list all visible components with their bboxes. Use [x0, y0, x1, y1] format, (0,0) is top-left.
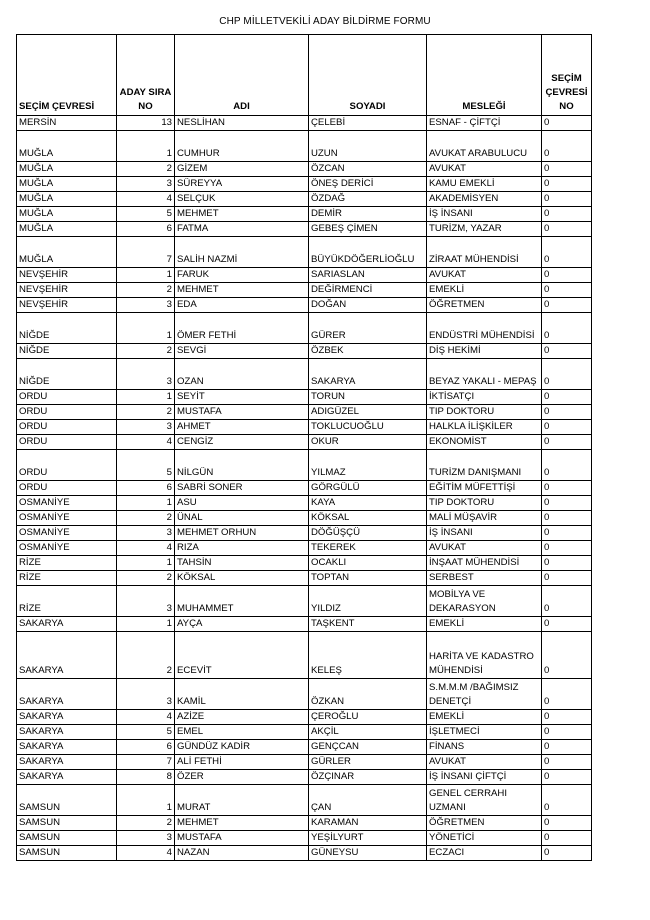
cell-adi: SABRİ SONER	[175, 481, 309, 496]
cell-aday-sira-no: 8	[117, 770, 175, 785]
cell-adi: SEYİT	[175, 390, 309, 405]
cell-aday-sira-no: 4	[117, 192, 175, 207]
cell-meslegi: ENDÜSTRİ MÜHENDİSİ	[427, 313, 542, 344]
cell-aday-sira-no: 3	[117, 586, 175, 617]
cell-secim-cevresi: SAKARYA	[17, 770, 117, 785]
cell-secim-cevresi: SAKARYA	[17, 740, 117, 755]
cell-aday-sira-no: 6	[117, 481, 175, 496]
table-row	[17, 541, 592, 556]
table-row	[17, 785, 592, 816]
cell-secim-cevresi-no: 0	[542, 207, 592, 222]
cell-secim-cevresi-no: 0	[542, 237, 592, 268]
cell-aday-sira-no: 1	[117, 496, 175, 511]
cell-secim-cevresi-no: 0	[542, 283, 592, 298]
cell-adi: SALİH NAZMİ	[175, 237, 309, 268]
table-row	[17, 831, 592, 846]
cell-soyadi: GÜNEYSU	[309, 846, 427, 861]
cell-adi: ÖMER FETHİ	[175, 313, 309, 344]
cell-adi: ASU	[175, 496, 309, 511]
cell-secim-cevresi-no: 0	[542, 162, 592, 177]
cell-adi: CENGİZ	[175, 435, 309, 450]
table-row	[17, 162, 592, 177]
cell-soyadi: KAYA	[309, 496, 427, 511]
cell-secim-cevresi: MUĞLA	[17, 207, 117, 222]
cell-aday-sira-no: 1	[117, 556, 175, 571]
table-row	[17, 556, 592, 571]
cell-meslegi: İKTİSATÇI	[427, 390, 542, 405]
table-row	[17, 846, 592, 861]
cell-aday-sira-no: 2	[117, 344, 175, 359]
table-row	[17, 390, 592, 405]
cell-aday-sira-no: 2	[117, 571, 175, 586]
cell-adi: ALİ FETHİ	[175, 755, 309, 770]
cell-adi: KÖKSAL	[175, 571, 309, 586]
cell-meslegi: EMEKLİ	[427, 283, 542, 298]
cell-soyadi: ÖZDAĞ	[309, 192, 427, 207]
cell-soyadi: UZUN	[309, 131, 427, 162]
cell-meslegi: TURİZM, YAZAR	[427, 222, 542, 237]
cell-adi: ÖZER	[175, 770, 309, 785]
header-row	[17, 35, 592, 116]
cell-aday-sira-no: 4	[117, 846, 175, 861]
cell-meslegi: EMEKLİ	[427, 617, 542, 632]
cell-secim-cevresi: ORDU	[17, 420, 117, 435]
cell-meslegi: AVUKAT	[427, 268, 542, 283]
cell-meslegi: AVUKAT ARABULUCU	[427, 131, 542, 162]
cell-soyadi: DÖĞÜŞÇÜ	[309, 526, 427, 541]
cell-adi: GÜNDÜZ KADİR	[175, 740, 309, 755]
cell-aday-sira-no: 7	[117, 755, 175, 770]
cell-secim-cevresi-no: 0	[542, 511, 592, 526]
cell-adi: NAZAN	[175, 846, 309, 861]
cell-aday-sira-no: 1	[117, 617, 175, 632]
cell-adi: EDA	[175, 298, 309, 313]
table-row	[17, 481, 592, 496]
cell-secim-cevresi-no: 0	[542, 831, 592, 846]
cell-aday-sira-no: 2	[117, 162, 175, 177]
cell-aday-sira-no: 1	[117, 785, 175, 816]
cell-secim-cevresi: SAMSUN	[17, 816, 117, 831]
cell-secim-cevresi-no: 0	[542, 785, 592, 816]
table-row	[17, 511, 592, 526]
cell-secim-cevresi: ORDU	[17, 390, 117, 405]
cell-adi: AHMET	[175, 420, 309, 435]
cell-secim-cevresi: SAMSUN	[17, 846, 117, 861]
cell-secim-cevresi: NEVŞEHİR	[17, 298, 117, 313]
cell-soyadi: ÖZBEK	[309, 344, 427, 359]
cell-secim-cevresi: NİĞDE	[17, 313, 117, 344]
cell-adi: MURAT	[175, 785, 309, 816]
cell-meslegi: ZİRAAT MÜHENDİSİ	[427, 237, 542, 268]
cell-secim-cevresi-no: 0	[542, 405, 592, 420]
cell-aday-sira-no: 3	[117, 177, 175, 192]
cell-secim-cevresi: NEVŞEHİR	[17, 268, 117, 283]
cell-aday-sira-no: 6	[117, 740, 175, 755]
cell-secim-cevresi-no: 0	[542, 586, 592, 617]
table-row	[17, 710, 592, 725]
cell-secim-cevresi-no: 0	[542, 177, 592, 192]
cell-secim-cevresi: OSMANİYE	[17, 526, 117, 541]
cell-aday-sira-no: 5	[117, 725, 175, 740]
cell-secim-cevresi-no: 0	[542, 131, 592, 162]
cell-secim-cevresi: SAKARYA	[17, 710, 117, 725]
cell-soyadi: ADIGÜZEL	[309, 405, 427, 420]
cell-soyadi: YILMAZ	[309, 450, 427, 481]
cell-aday-sira-no: 1	[117, 131, 175, 162]
cell-meslegi: AKADEMİSYEN	[427, 192, 542, 207]
header-meslegi: MESLEĞİ	[427, 35, 542, 116]
cell-meslegi: İŞ İNSANI	[427, 526, 542, 541]
table-row	[17, 359, 592, 390]
cell-soyadi: TOPTAN	[309, 571, 427, 586]
table-row	[17, 740, 592, 755]
cell-adi: SEVGİ	[175, 344, 309, 359]
table-row	[17, 632, 592, 679]
cell-meslegi: İŞLETMECİ	[427, 725, 542, 740]
cell-aday-sira-no: 4	[117, 710, 175, 725]
cell-secim-cevresi: RİZE	[17, 571, 117, 586]
cell-secim-cevresi-no: 0	[542, 526, 592, 541]
cell-adi: MEHMET ORHUN	[175, 526, 309, 541]
cell-adi: ÜNAL	[175, 511, 309, 526]
cell-secim-cevresi: MUĞLA	[17, 131, 117, 162]
cell-adi: EMEL	[175, 725, 309, 740]
cell-secim-cevresi: OSMANİYE	[17, 541, 117, 556]
cell-meslegi: ÖĞRETMEN	[427, 816, 542, 831]
cell-secim-cevresi-no: 0	[542, 679, 592, 710]
cell-secim-cevresi-no: 0	[542, 632, 592, 679]
cell-secim-cevresi-no: 0	[542, 450, 592, 481]
cell-soyadi: ÇELEBİ	[309, 116, 427, 131]
cell-secim-cevresi-no: 0	[542, 298, 592, 313]
cell-adi: OZAN	[175, 359, 309, 390]
cell-soyadi: SARIASLAN	[309, 268, 427, 283]
cell-secim-cevresi-no: 0	[542, 435, 592, 450]
cell-meslegi: S.M.M.M /BAĞIMSIZ DENETÇİ	[427, 679, 542, 710]
cell-aday-sira-no: 6	[117, 222, 175, 237]
cell-meslegi: TIP DOKTORU	[427, 405, 542, 420]
cell-secim-cevresi: MUĞLA	[17, 192, 117, 207]
cell-secim-cevresi: OSMANİYE	[17, 511, 117, 526]
cell-secim-cevresi-no: 0	[542, 755, 592, 770]
cell-secim-cevresi-no: 0	[542, 571, 592, 586]
cell-meslegi: İNŞAAT MÜHENDİSİ	[427, 556, 542, 571]
table-row	[17, 420, 592, 435]
cell-adi: ECEVİT	[175, 632, 309, 679]
candidate-table	[16, 34, 592, 861]
cell-secim-cevresi: ORDU	[17, 405, 117, 420]
cell-secim-cevresi: SAKARYA	[17, 617, 117, 632]
cell-meslegi: AVUKAT	[427, 755, 542, 770]
table-row	[17, 755, 592, 770]
cell-soyadi: TOKLUCUOĞLU	[309, 420, 427, 435]
cell-soyadi: ÇEROĞLU	[309, 710, 427, 725]
cell-meslegi: TURİZM DANIŞMANI	[427, 450, 542, 481]
cell-soyadi: ÖNEŞ DERİCİ	[309, 177, 427, 192]
cell-secim-cevresi: SAKARYA	[17, 725, 117, 740]
cell-secim-cevresi: SAKARYA	[17, 632, 117, 679]
cell-secim-cevresi: SAKARYA	[17, 755, 117, 770]
cell-secim-cevresi: NEVŞEHİR	[17, 283, 117, 298]
cell-soyadi: YEŞİLYURT	[309, 831, 427, 846]
table-row	[17, 496, 592, 511]
cell-secim-cevresi-no: 0	[542, 556, 592, 571]
cell-meslegi: HALKLA İLİŞKİLER	[427, 420, 542, 435]
cell-aday-sira-no: 2	[117, 816, 175, 831]
cell-soyadi: GÖRGÜLÜ	[309, 481, 427, 496]
cell-meslegi: BEYAZ YAKALI - MEPAŞ	[427, 359, 542, 390]
cell-meslegi: EKONOMİST	[427, 435, 542, 450]
cell-meslegi: İŞ İNSANI ÇİFTÇİ	[427, 770, 542, 785]
cell-adi: MEHMET	[175, 207, 309, 222]
cell-soyadi: GEBEŞ ÇİMEN	[309, 222, 427, 237]
cell-adi: RIZA	[175, 541, 309, 556]
cell-meslegi: MOBİLYA VE DEKARASYON	[427, 586, 542, 617]
table-row	[17, 116, 592, 131]
table-row	[17, 313, 592, 344]
cell-secim-cevresi-no: 0	[542, 116, 592, 131]
cell-soyadi: KELEŞ	[309, 632, 427, 679]
cell-meslegi: İŞ İNSANI	[427, 207, 542, 222]
cell-aday-sira-no: 3	[117, 831, 175, 846]
cell-meslegi: GENEL CERRAHI UZMANI	[427, 785, 542, 816]
cell-meslegi: DİŞ HEKİMİ	[427, 344, 542, 359]
cell-soyadi: AKÇİL	[309, 725, 427, 740]
header-soyadi: SOYADI	[309, 35, 427, 116]
cell-meslegi: AVUKAT	[427, 541, 542, 556]
table-row	[17, 177, 592, 192]
cell-soyadi: ÖZÇINAR	[309, 770, 427, 785]
cell-secim-cevresi: RİZE	[17, 586, 117, 617]
cell-secim-cevresi-no: 0	[542, 268, 592, 283]
cell-secim-cevresi-no: 0	[542, 192, 592, 207]
cell-soyadi: DEĞİRMENCİ	[309, 283, 427, 298]
cell-meslegi: ECZACI	[427, 846, 542, 861]
cell-aday-sira-no: 3	[117, 526, 175, 541]
cell-soyadi: GÜRLER	[309, 755, 427, 770]
cell-adi: KAMİL	[175, 679, 309, 710]
table-row	[17, 237, 592, 268]
cell-meslegi: TIP DOKTORU	[427, 496, 542, 511]
cell-adi: SELÇUK	[175, 192, 309, 207]
cell-soyadi: TORUN	[309, 390, 427, 405]
cell-secim-cevresi-no: 0	[542, 617, 592, 632]
cell-adi: NİLGÜN	[175, 450, 309, 481]
cell-soyadi: ÇAN	[309, 785, 427, 816]
cell-secim-cevresi: NİĞDE	[17, 344, 117, 359]
table-row	[17, 571, 592, 586]
cell-soyadi: ÖZCAN	[309, 162, 427, 177]
cell-aday-sira-no: 1	[117, 390, 175, 405]
table-row	[17, 526, 592, 541]
cell-adi: MUHAMMET	[175, 586, 309, 617]
cell-soyadi: TAŞKENT	[309, 617, 427, 632]
cell-soyadi: DOĞAN	[309, 298, 427, 313]
cell-soyadi: KARAMAN	[309, 816, 427, 831]
cell-secim-cevresi-no: 0	[542, 541, 592, 556]
cell-aday-sira-no: 3	[117, 420, 175, 435]
cell-aday-sira-no: 13	[117, 116, 175, 131]
table-row	[17, 679, 592, 710]
table-row	[17, 298, 592, 313]
cell-secim-cevresi: SAMSUN	[17, 785, 117, 816]
cell-soyadi: ÖZKAN	[309, 679, 427, 710]
cell-meslegi: FİNANS	[427, 740, 542, 755]
cell-secim-cevresi: NİĞDE	[17, 359, 117, 390]
header-aday-sira-no: ADAY SIRA NO	[117, 35, 175, 116]
cell-adi: AZİZE	[175, 710, 309, 725]
cell-soyadi: YILDIZ	[309, 586, 427, 617]
header-adi: ADI	[175, 35, 309, 116]
header-secim-cevresi: SEÇİM ÇEVRESİ	[17, 35, 117, 116]
cell-soyadi: KÖKSAL	[309, 511, 427, 526]
table-row	[17, 617, 592, 632]
cell-secim-cevresi-no: 0	[542, 313, 592, 344]
cell-meslegi: YÖNETİCİ	[427, 831, 542, 846]
cell-secim-cevresi: SAMSUN	[17, 831, 117, 846]
form-title: CHP MİLLETVEKİLİ ADAY BİLDİRME FORMU	[219, 16, 431, 27]
cell-aday-sira-no: 7	[117, 237, 175, 268]
cell-meslegi: ESNAF - ÇİFTÇİ	[427, 116, 542, 131]
cell-secim-cevresi-no: 0	[542, 496, 592, 511]
table-row	[17, 725, 592, 740]
cell-soyadi: DEMİR	[309, 207, 427, 222]
cell-secim-cevresi-no: 0	[542, 481, 592, 496]
cell-secim-cevresi: MUĞLA	[17, 222, 117, 237]
cell-secim-cevresi: RİZE	[17, 556, 117, 571]
cell-adi: MUSTAFA	[175, 405, 309, 420]
cell-aday-sira-no: 2	[117, 632, 175, 679]
cell-soyadi: TEKEREK	[309, 541, 427, 556]
cell-secim-cevresi: ORDU	[17, 435, 117, 450]
cell-adi: FATMA	[175, 222, 309, 237]
cell-aday-sira-no: 2	[117, 511, 175, 526]
cell-adi: MEHMET	[175, 816, 309, 831]
cell-secim-cevresi-no: 0	[542, 359, 592, 390]
table-row	[17, 816, 592, 831]
cell-soyadi: SAKARYA	[309, 359, 427, 390]
table-row	[17, 770, 592, 785]
cell-aday-sira-no: 5	[117, 207, 175, 222]
cell-secim-cevresi-no: 0	[542, 770, 592, 785]
cell-secim-cevresi: MUĞLA	[17, 162, 117, 177]
cell-secim-cevresi: SAKARYA	[17, 679, 117, 710]
cell-secim-cevresi: MUĞLA	[17, 177, 117, 192]
cell-secim-cevresi: OSMANİYE	[17, 496, 117, 511]
table-row	[17, 222, 592, 237]
cell-aday-sira-no: 4	[117, 541, 175, 556]
cell-secim-cevresi-no: 0	[542, 390, 592, 405]
cell-soyadi: OCAKLI	[309, 556, 427, 571]
table-row	[17, 344, 592, 359]
cell-secim-cevresi-no: 0	[542, 816, 592, 831]
cell-meslegi: KAMU EMEKLİ	[427, 177, 542, 192]
header-secim-cevresi-no: SEÇİM ÇEVRESİ NO	[542, 35, 592, 116]
table-row	[17, 450, 592, 481]
cell-aday-sira-no: 3	[117, 679, 175, 710]
cell-adi: MUSTAFA	[175, 831, 309, 846]
table-row	[17, 207, 592, 222]
table-body	[17, 116, 592, 861]
table-row	[17, 283, 592, 298]
cell-soyadi: BÜYÜKDÖĞERLİOĞLU	[309, 237, 427, 268]
cell-adi: CUMHUR	[175, 131, 309, 162]
table-row	[17, 405, 592, 420]
table-row	[17, 435, 592, 450]
cell-aday-sira-no: 3	[117, 359, 175, 390]
cell-meslegi: EĞİTİM MÜFETTİŞİ	[427, 481, 542, 496]
cell-secim-cevresi: MERSİN	[17, 116, 117, 131]
cell-aday-sira-no: 5	[117, 450, 175, 481]
cell-adi: NESLİHAN	[175, 116, 309, 131]
cell-aday-sira-no: 3	[117, 298, 175, 313]
cell-adi: FARUK	[175, 268, 309, 283]
cell-aday-sira-no: 2	[117, 405, 175, 420]
cell-secim-cevresi-no: 0	[542, 710, 592, 725]
cell-meslegi: ÖĞRETMEN	[427, 298, 542, 313]
cell-meslegi: EMEKLİ	[427, 710, 542, 725]
table-row	[17, 268, 592, 283]
cell-secim-cevresi: ORDU	[17, 481, 117, 496]
cell-soyadi: GÜRER	[309, 313, 427, 344]
cell-secim-cevresi-no: 0	[542, 740, 592, 755]
table-row	[17, 586, 592, 617]
cell-adi: MEHMET	[175, 283, 309, 298]
cell-meslegi: SERBEST	[427, 571, 542, 586]
cell-adi: GİZEM	[175, 162, 309, 177]
cell-secim-cevresi-no: 0	[542, 222, 592, 237]
cell-secim-cevresi-no: 0	[542, 420, 592, 435]
cell-secim-cevresi-no: 0	[542, 725, 592, 740]
cell-secim-cevresi-no: 0	[542, 846, 592, 861]
cell-secim-cevresi: MUĞLA	[17, 237, 117, 268]
cell-secim-cevresi-no: 0	[542, 344, 592, 359]
cell-aday-sira-no: 4	[117, 435, 175, 450]
cell-adi: TAHSİN	[175, 556, 309, 571]
cell-adi: AYÇA	[175, 617, 309, 632]
cell-aday-sira-no: 2	[117, 283, 175, 298]
cell-meslegi: MALİ MÜŞAVİR	[427, 511, 542, 526]
table-row	[17, 192, 592, 207]
cell-aday-sira-no: 1	[117, 268, 175, 283]
cell-soyadi: OKUR	[309, 435, 427, 450]
cell-meslegi: HARİTA VE KADASTRO MÜHENDİSİ	[427, 632, 542, 679]
cell-secim-cevresi: ORDU	[17, 450, 117, 481]
cell-aday-sira-no: 1	[117, 313, 175, 344]
table-row	[17, 131, 592, 162]
cell-adi: SÜREYYA	[175, 177, 309, 192]
cell-meslegi: AVUKAT	[427, 162, 542, 177]
cell-soyadi: GENÇCAN	[309, 740, 427, 755]
